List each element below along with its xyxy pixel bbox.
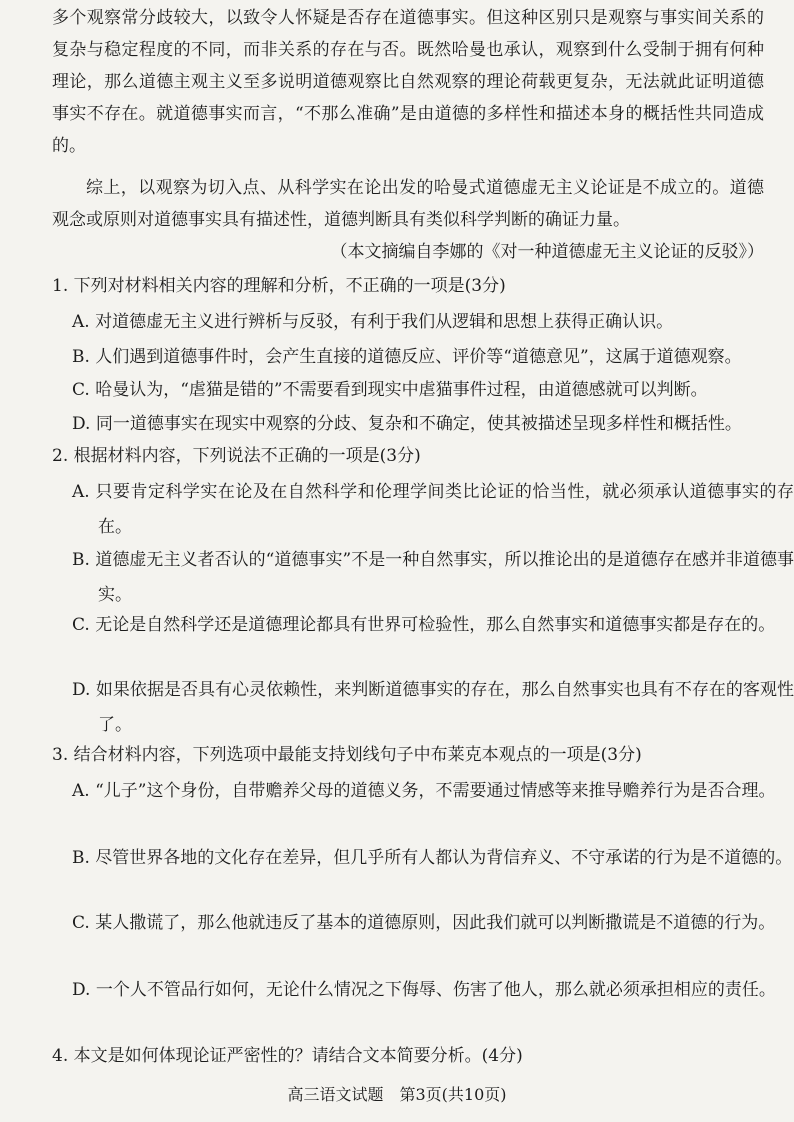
answer-option: B. 尽管世界各地的文化存在差异，但几乎所有人都认为背信弃义、不守承诺的行为是不道德的。 — [72, 848, 793, 868]
answer-option: C. 某人撒谎了，那么他就违反了基本的道德原则，因此我们就可以判断撒谎是不道德的行为。 — [72, 913, 776, 933]
answer-option: C. 哈曼认为，“虐猫是错的”不需要看到现实中虐猫事件过程，由道德感就可以判断。 — [72, 380, 708, 400]
answer-option: D. 一个人不管品行如何，无论什么情况之下侮辱、伤害了他人，那么就必须承担相应的责任。 — [72, 980, 776, 1000]
answer-option: D. 如果依据是否具有心灵依赖性，来判断道德事实的存在，那么自然事实也具有不存在的客观性了。 — [72, 680, 794, 735]
question-stem: 4. 本文是如何体现论证严密性的？请结合文本简要分析。(4分) — [52, 1046, 523, 1066]
answer-option: D. 同一道德事实在现实中观察的分歧、复杂和不确定，使其被描述呈现多样性和概括性。 — [72, 414, 742, 434]
answer-option: A. 对道德虚无主义进行辨析与反驳，有利于我们从逻辑和思想上获得正确认识。 — [72, 312, 674, 332]
passage-paragraph: 综上，以观察为切入点、从科学实在论出发的哈曼式道德虚无主义论证是不成立的。道德观念或原则对道德事实具有描述性，道德判断具有类似科学判断的确证力量。 — [52, 178, 764, 230]
passage-paragraph: 多个观察常分歧较大，以致令人怀疑是否存在道德事实。但这种区别只是观察与事实间关系的复杂与稳定程度的不同，而非关系的存在与否。既然哈曼也承认，观察到什么受制于拥有何种理论，那么道德主观主义至多说明道德观察比自然观察的理论荷载更复杂，无法就此证明道德事实不存在。就道德事实而言，“不那么准确”是由道德的多样性和描述本身的概括性共同造成的。 — [52, 8, 764, 156]
answer-option: B. 人们遇到道德事件时，会产生直接的道德反应、评价等“道德意见”，这属于道德观察。 — [72, 347, 742, 367]
page-footer: 高三语文试题 第3页(共10页) — [287, 1085, 507, 1104]
answer-option: A. 只要肯定科学实在论及在自然科学和伦理学间类比论证的恰当性，就必须承认道德事实的存在。 — [72, 482, 794, 537]
answer-option: A. “儿子”这个身份，自带赡养父母的道德义务，不需要通过情感等来推导赡养行为是否合理。 — [72, 781, 776, 801]
answer-option: B. 道德虚无主义者否认的“道德事实”不是一种自然事实，所以推论出的是道德存在感并非道德事实。 — [72, 550, 794, 605]
answer-option: C. 无论是自然科学还是道德理论都具有世界可检验性，那么自然事实和道德事实都是存在的。 — [72, 615, 776, 635]
source-citation: （本文摘编自李娜的《对一种道德虚无主义论证的反驳》） — [330, 242, 764, 262]
question-stem: 1. 下列对材料相关内容的理解和分析，不正确的一项是(3分) — [52, 276, 506, 296]
question-stem: 3. 结合材料内容，下列选项中最能支持划线句子中布莱克本观点的一项是(3分) — [52, 745, 642, 765]
question-stem: 2. 根据材料内容，下列说法不正确的一项是(3分) — [52, 446, 421, 466]
